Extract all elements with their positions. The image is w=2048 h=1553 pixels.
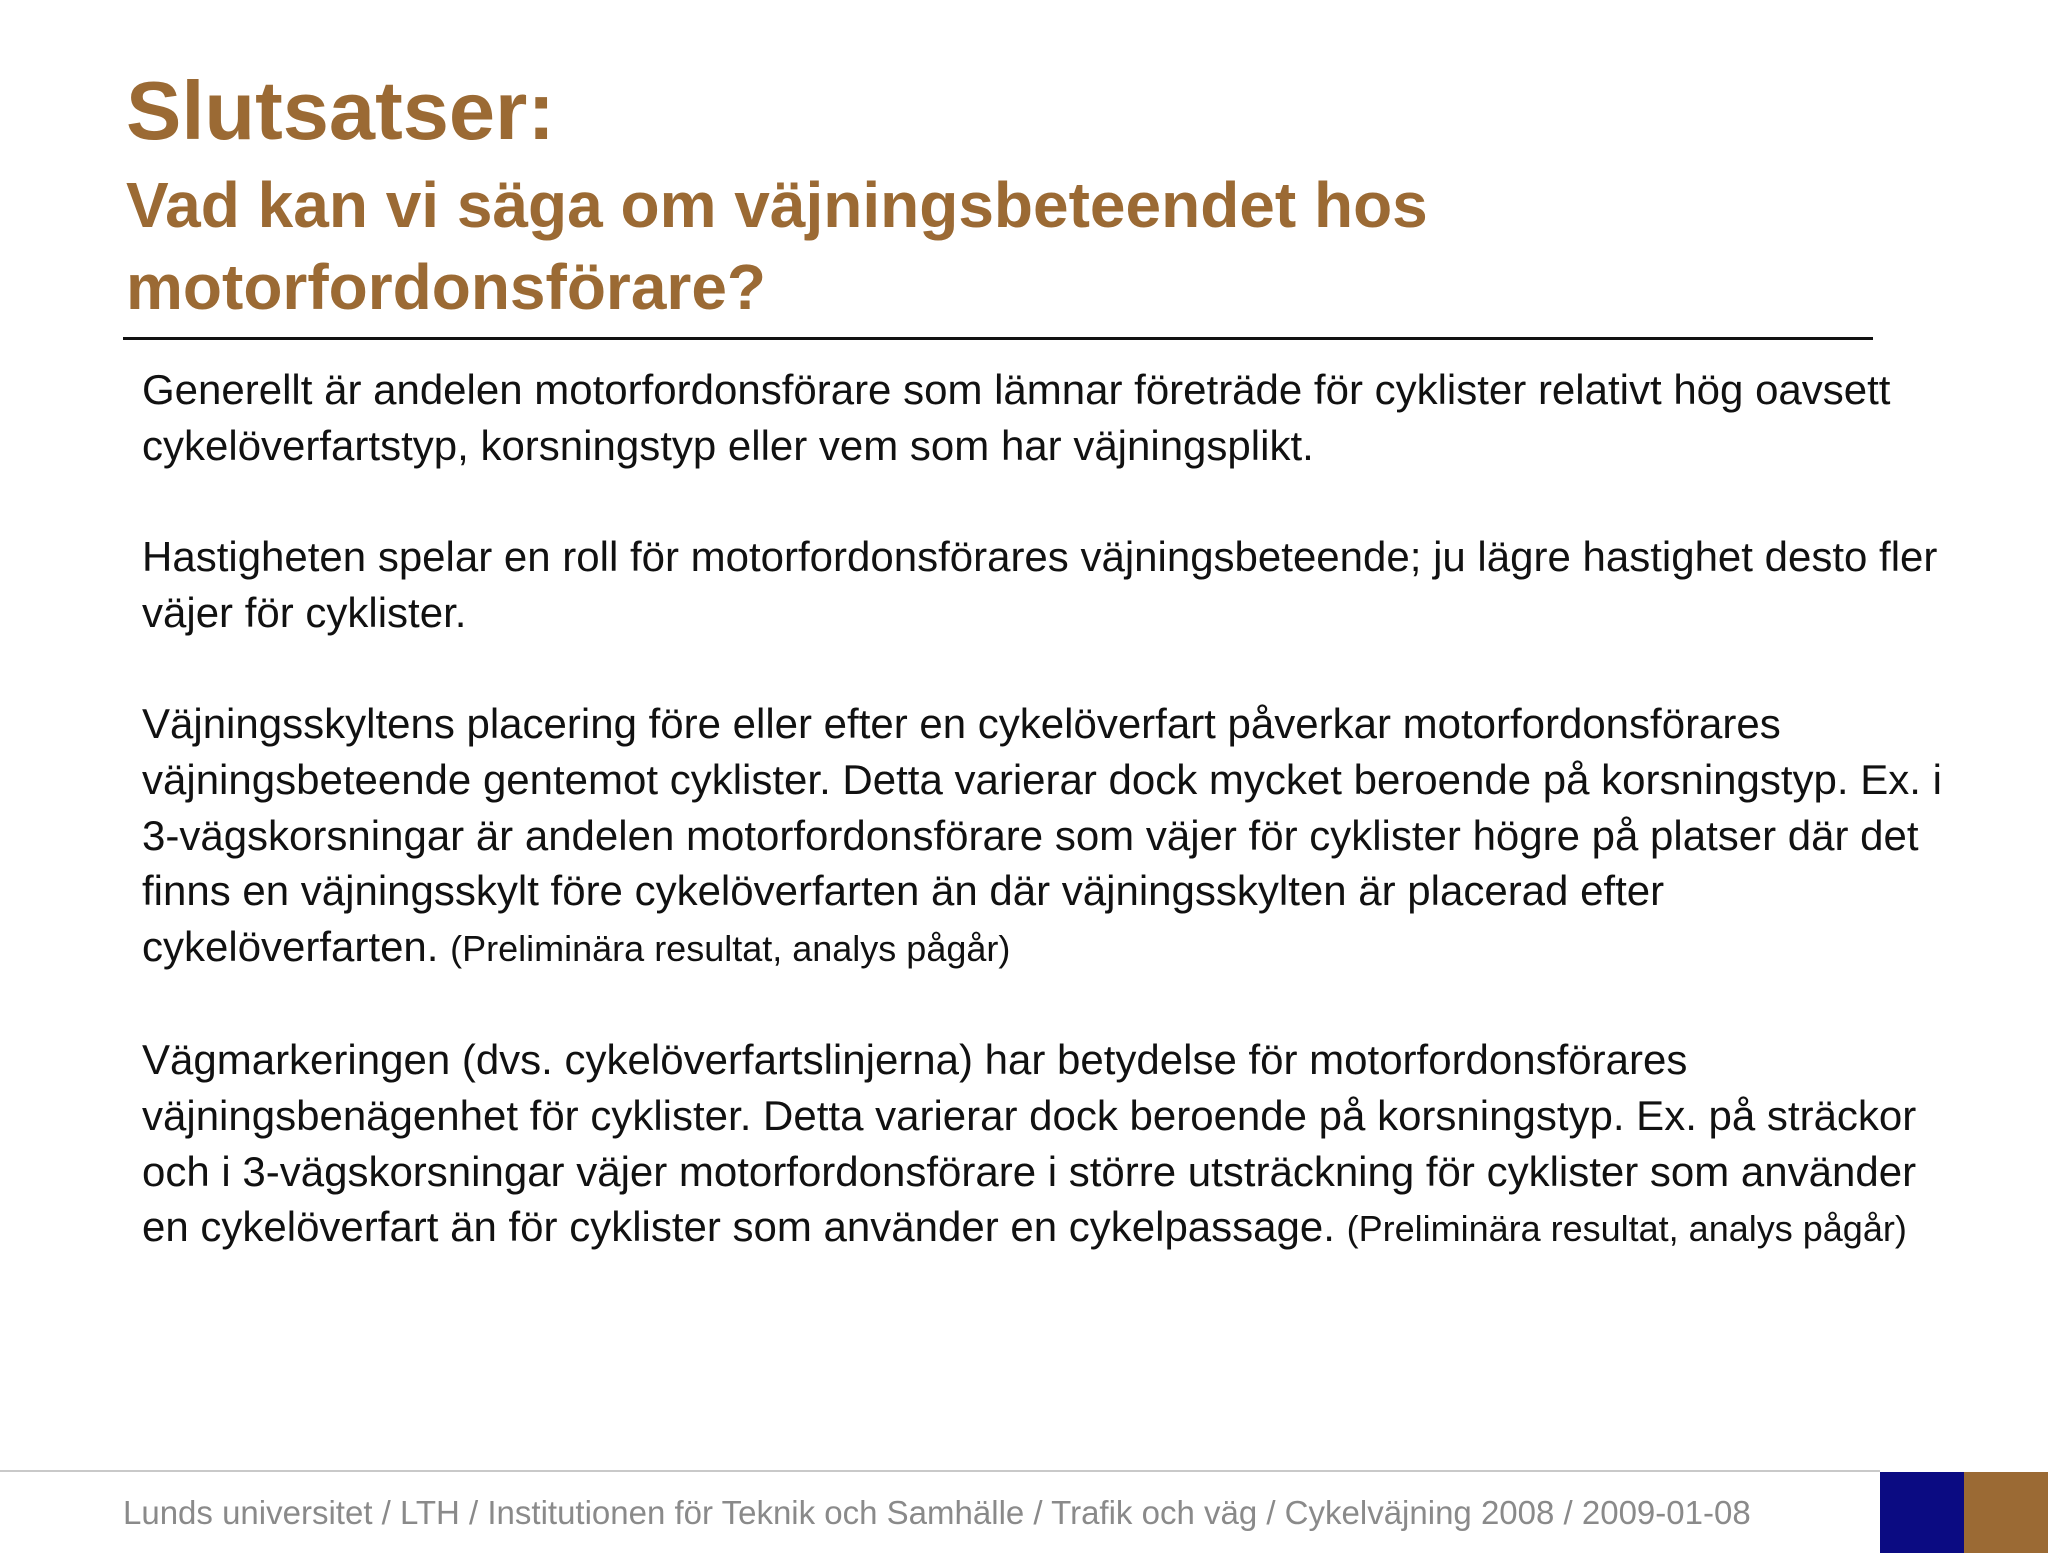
footer-brown-block <box>1964 1472 2048 1553</box>
footer-text: Lunds universitet / LTH / Institutionen för Teknik och Samhälle / Trafik och väg / Cykelväjning 2008 / 2009-01-08 <box>123 1494 1751 1531</box>
slide-subtitle: Vad kan vi säga om väjningsbeteendet hos motorfordonsförare? <box>126 169 1428 323</box>
body-content <box>142 362 1942 1313</box>
footer-blue-block <box>1880 1472 1964 1553</box>
paragraph-3-note: (Preliminära resultat, analys pågår) <box>450 927 1011 969</box>
title-divider <box>123 337 1873 340</box>
paragraph-2-text: Hastigheten spelar en roll för motorfordonsförares väjningsbeteende; ju lägre hastighet desto fler väjer för cyklister. <box>142 533 1938 636</box>
slide-title: Slutsatser: <box>126 64 555 157</box>
paragraph-4 <box>142 1032 1942 1256</box>
paragraph-4-text: Vägmarkeringen (dvs. cykelöverfartslinjerna) har betydelse för motorfordonsförares väjningsbenägenhet för cyklister. Detta varierar dock beroende på korsningstyp. Ex. på sträckor och i 3-vägskorsningar väjer motorfordonsförare i större utsträckning för cyklister som använder en cykelöverfart än för cyklister som använder en cykelpassage. <box>142 1036 1917 1251</box>
paragraph-2 <box>142 529 1942 640</box>
paragraph-4-note: (Preliminära resultat, analys pågår) <box>1346 1208 1907 1250</box>
paragraph-3-text: Väjningsskyltens placering före eller efter en cykelöverfart påverkar motorfordonsförares väjningsbeteende gentemot cyklister. Detta varierar dock mycket beroende på korsningstyp. Ex. i 3-vägskorsningar är andelen motorfordonsförare som väjer för cyklister högre på platser där det finns en väjningsskylt före cykelöverfarten än där väjningsskylten är placerad efter cykelöverfarten. <box>142 700 1942 970</box>
paragraph-3 <box>142 696 1942 976</box>
footer-divider <box>0 1470 1880 1472</box>
paragraph-1-text: Generellt är andelen motorfordonsförare som lämnar företräde för cyklister relativt hög oavsett cykelöverfartstyp, korsningstyp eller vem som har väjningsplikt. <box>142 366 1891 469</box>
paragraph-1 <box>142 362 1942 473</box>
